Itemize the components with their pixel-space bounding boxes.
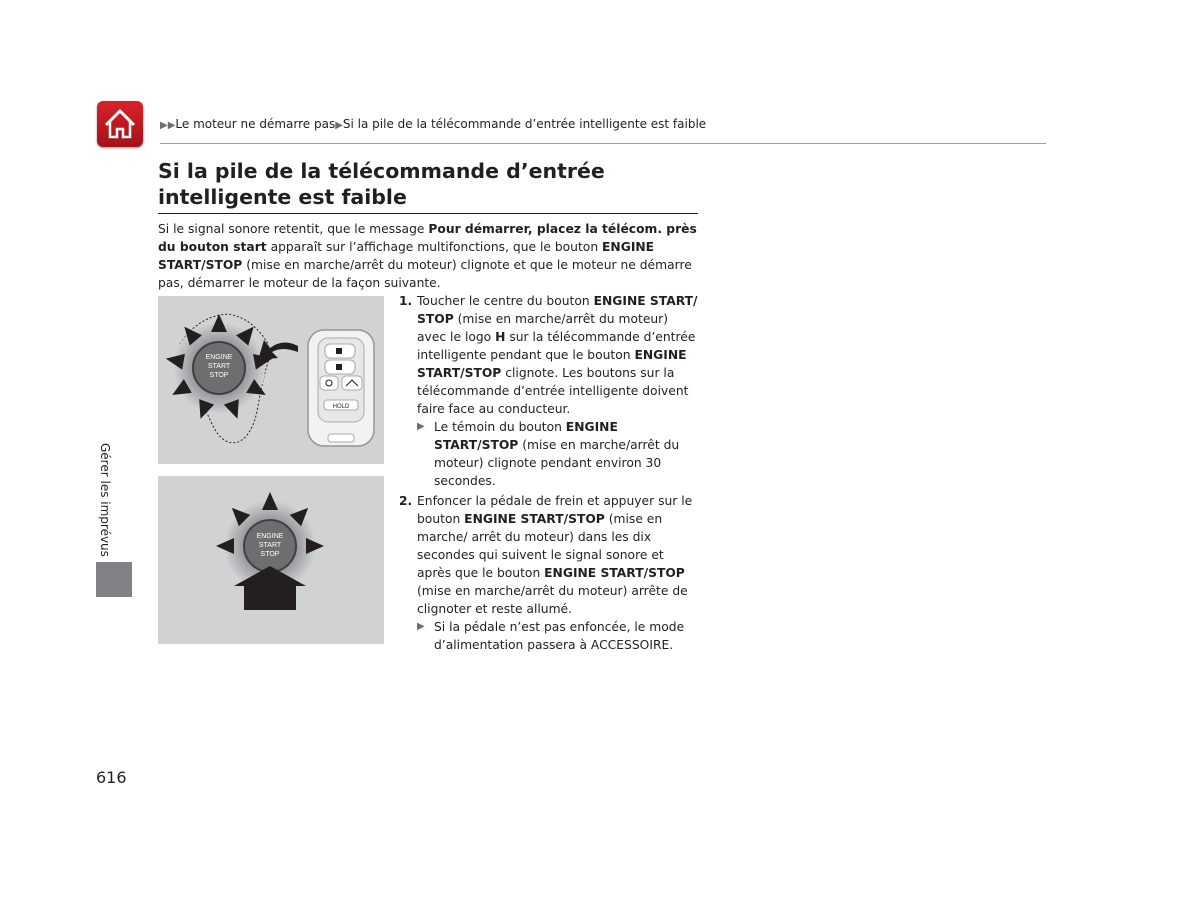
steps-list <box>399 292 699 656</box>
intro-paragraph: Si le signal sonore retentit, que le message Pour démarrer, placez la télécom. près du bouton start apparaît sur l’affichage multifonctions, que le bouton ENGINE START/STOP (mise en marche/arrêt du moteur) clignote et que le moteur ne démarre pas, démarrer le moteur de la façon suivante. <box>158 222 697 290</box>
home-icon <box>97 101 143 147</box>
section-tab-label: Gérer les imprévus <box>98 443 112 557</box>
engine-button-label: START <box>258 542 282 549</box>
page-title: Si la pile de la télécommande d’entrée intelligente est faible <box>158 159 605 209</box>
step-2: 2. Enfoncer la pédale de frein et appuyer sur le bouton ENGINE START/STOP (mise en marche/ arrêt du moteur) dans les dix secondes qui suivent le signal sonore et après que le bouton ENGINE START/STOP (mise en marche/arrêt du moteur) arrête de clignoter et reste allumé. ▶ Si la pédale n’est pas enfoncée, le mode d’alimentation passera à ACCESSOIRE. <box>399 492 699 654</box>
breadcrumb-item[interactable]: Le moteur ne démarre pas <box>175 117 336 131</box>
breadcrumb-arrow-icon: ▶▶ <box>160 120 176 131</box>
note-arrow-icon: ▶ <box>417 421 425 432</box>
engine-button-label: STOP <box>209 372 229 379</box>
engine-button-label: START <box>207 363 231 370</box>
breadcrumb-arrow-icon: ▶ <box>335 120 343 131</box>
step-number: 1. <box>399 294 413 308</box>
page-number: 616 <box>96 768 127 787</box>
title-divider <box>158 213 698 214</box>
header-divider <box>160 143 1046 144</box>
figure-press-button <box>158 476 384 644</box>
figure-remote-touch <box>158 296 384 464</box>
step-note: ▶ Le témoin du bouton ENGINE START/STOP (mise en marche/arrêt du moteur) clignote pendant environ 30 secondes. <box>417 420 680 488</box>
step-1: 1. Toucher le centre du bouton ENGINE START/ STOP (mise en marche/arrêt du moteur) avec le logo H sur la télécommande d’entrée intelligente pendant que le bouton ENGINE START/STOP clignote. Les boutons sur la télécommande d’entrée intelligente doivent faire face au conducteur. ▶ Le témoin du bouton ENGINE START/STOP (mise en marche/arrêt du moteur) clignote pendant environ 30 secondes. <box>399 294 698 488</box>
breadcrumb-item[interactable]: Si la pile de la télécommande d’entrée intelligente est faible <box>342 117 707 131</box>
engine-button-label: ENGINE <box>256 533 284 540</box>
smart-key-fob <box>308 330 374 446</box>
hold-label: HOLD <box>332 404 350 410</box>
home-button[interactable] <box>97 101 143 147</box>
breadcrumb <box>160 117 706 131</box>
step-note: ▶ Si la pédale n’est pas enfoncée, le mode d’alimentation passera à ACCESSOIRE. <box>417 620 685 652</box>
step-number: 2. <box>399 494 413 508</box>
curved-arrow-icon <box>258 340 298 360</box>
section-tab[interactable] <box>96 562 132 597</box>
engine-button-label: STOP <box>260 551 280 558</box>
engine-button-label: ENGINE <box>205 354 233 361</box>
note-arrow-icon: ▶ <box>417 621 425 632</box>
